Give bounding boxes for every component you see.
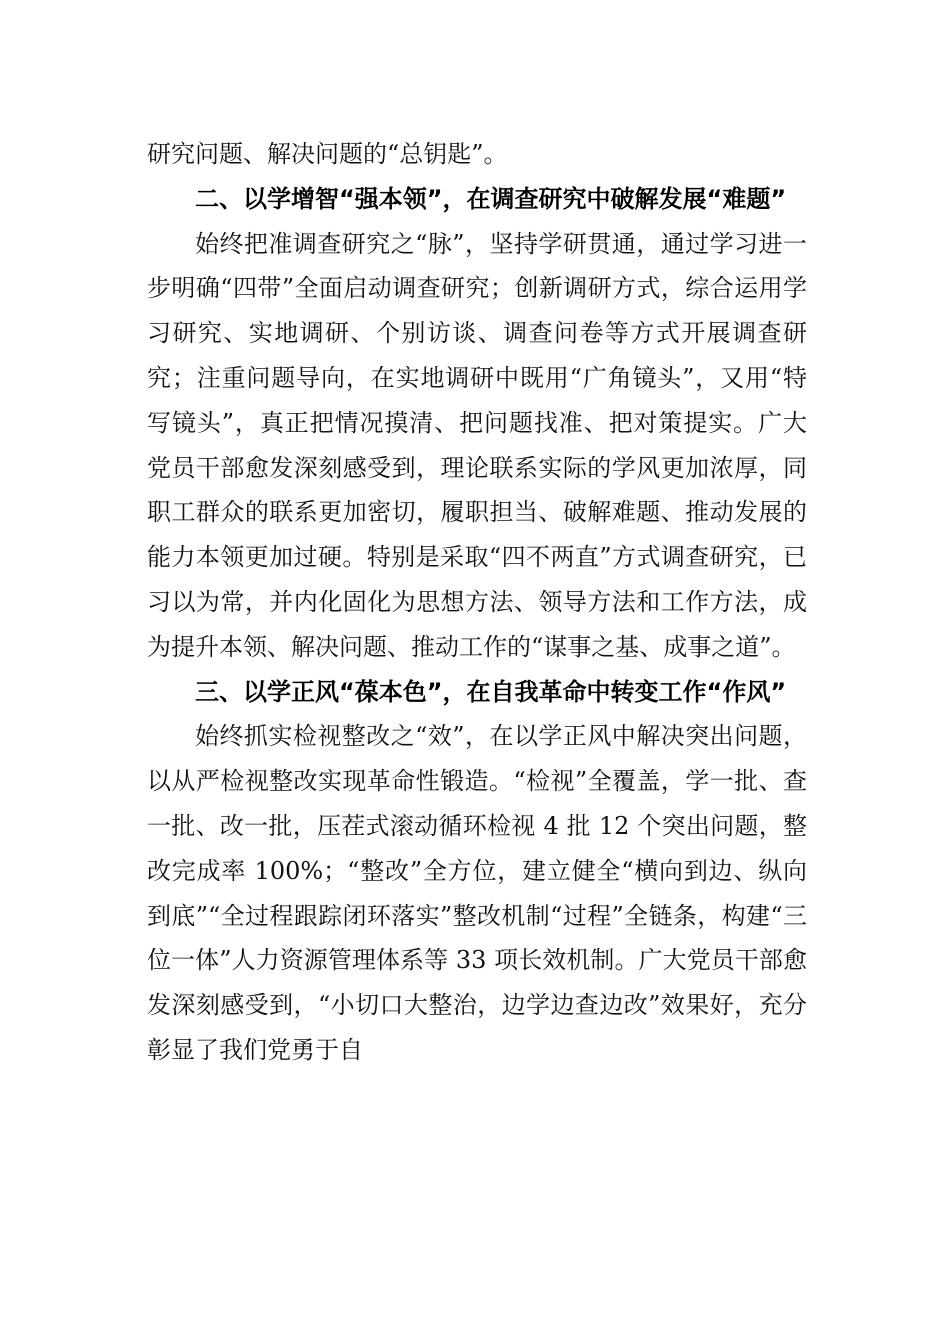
document-body xyxy=(147,132,807,1073)
paragraph-continuation: 研究问题、解决问题的“总钥匙”。 xyxy=(147,140,508,168)
section-heading-3: 三、以学正风“葆本色”，在自我革命中转变工作“作风” xyxy=(195,677,787,706)
section-heading-2: 二、以学增智“强本领”，在调查研究中破解发展“难题” xyxy=(195,184,787,213)
paragraph-section-2: 始终把准调查研究之“脉”，坚持学研贯通，通过学习进一步明确“四带”全面启动调查研究；创新调研方式，综合运用学习研究、实地调研、个别访谈、调查问卷等方式开展调查研究；注重问题导向，在实地调研中既用“广角镜头”，又用“特写镜头”，真正把情况摸清、把问题找准、把对策提实。广大党员干部愈发深刻感受到，理论联系实际的学风更加浓厚，同职工群众的联系更加密切，履职担当、破解难题、推动发展的能力本领更加过硬。特别是采取“四不两直”方式调查研究，已习以为常，并内化固化为思想方法、领导方法和工作方法，成为提升本领、解决问题、推动工作的“谋事之基、成事之道”。 xyxy=(147,229,807,661)
paragraph-section-3: 始终抓实检视整改之“效”，在以学正风中解决突出问题，以从严检视整改实现革命性锻造。“检视”全覆盖，学一批、查一批、改一批，压茬式滚动循环检视 4 批 12 个突出问题，整改完成率 100%；“整改”全方位，建立健全“横向到边、纵向到底”“全过程跟踪闭环落实”整改机制“过程”全链条，构建“三位一体”人力资源管理体系等 33 项长效机制。广大党员干部愈发深刻感受到，“小切口大整治，边学边查边改”效果好，充分彰显了我们党勇于自 xyxy=(147,722,807,1064)
